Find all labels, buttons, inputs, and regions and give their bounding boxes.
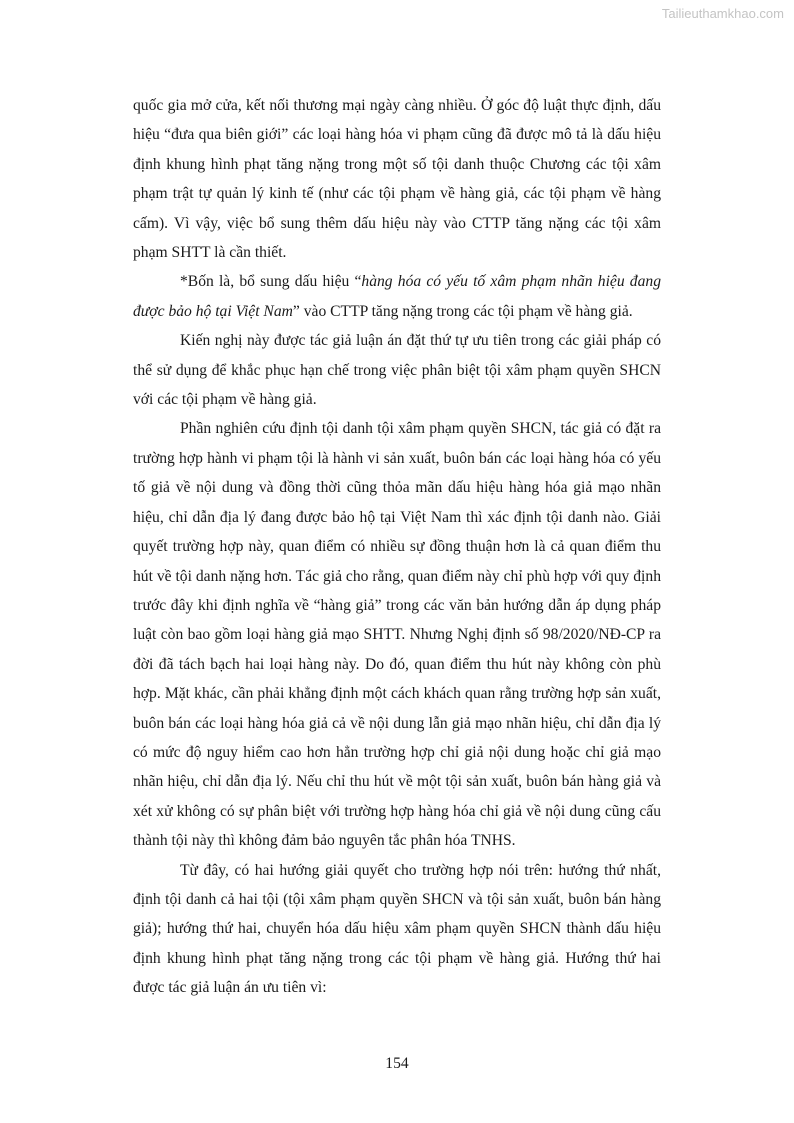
watermark: Tailieuthamkhao.com: [661, 6, 784, 21]
paragraph-2-tail: ” vào CTTP tăng nặng trong các tội phạm về hàng giả.: [292, 302, 633, 320]
paragraph-2: [133, 267, 661, 326]
paragraph-4: Phần nghiên cứu định tội danh tội xâm phạm quyền SHCN, tác giả có đặt ra trường hợp hành vi phạm tội là hành vi sản xuất, buôn bán các loại hàng hóa có yếu tố giả về nội dung và đồng thời cũng thỏa mãn dấu hiệu hàng hóa giả mạo nhãn hiệu, chỉ dẫn địa lý đang được bảo hộ tại Việt Nam thì xác định tội danh nào. Giải quyết trường hợp này, quan điểm có nhiều sự đồng thuận hơn là cả quan điểm thu hút về tội danh nặng hơn. Tác giả cho rằng, quan điểm này chỉ phù hợp với quy định trước đây khi định nghĩa về “hàng giả” trong các văn bản hướng dẫn áp dụng pháp luật còn bao gồm loại hàng giả mạo SHTT. Nhưng Nghị định số 98/2020/NĐ-CP ra đời đã tách bạch hai loại hàng này. Do đó, quan điểm thu hút này không còn phù hợp. Mặt khác, cần phải khẳng định một cách khách quan rằng trường hợp sản xuất, buôn bán các loại hàng hóa giả cả về nội dung lẫn giả mạo nhãn hiệu, chỉ dẫn địa lý có mức độ nguy hiểm cao hơn hẳn trường hợp chỉ giả nội dung hoặc chỉ giả mạo nhãn hiệu, chỉ dẫn địa lý. Nếu chỉ thu hút về một tội sản xuất, buôn bán hàng giả và xét xử không có sự phân biệt với trường hợp hàng hóa chỉ giả về nội dung cũng cấu thành tội này thì không đảm bảo nguyên tắc phân hóa TNHS.: [133, 420, 661, 850]
paragraph-2-italic: hàng hóa có yếu tố xâm phạm nhãn hiệu đang được bảo hộ tại Việt Nam: [133, 273, 661, 320]
paragraph-3: Kiến nghị này được tác giả luận án đặt thứ tự ưu tiên trong các giải pháp có thể sử dụng để khắc phục hạn chế trong việc phân biệt tội xâm phạm quyền SHCN với các tội phạm về hàng giả.: [133, 332, 661, 409]
document-body: [133, 91, 661, 1003]
paragraph-2-lead: *Bốn là, bổ sung dấu hiệu “: [180, 273, 362, 291]
page-number: 154: [385, 1055, 409, 1072]
paragraph-1: quốc gia mở cửa, kết nối thương mại ngày càng nhiều. Ở góc độ luật thực định, dấu hiệu “đưa qua biên giới” các loại hàng hóa vi phạm cũng đã được mô tả là dấu hiệu định khung hình phạt tăng nặng trong một số tội danh thuộc Chương các tội xâm phạm trật tự quản lý kinh tế (như các tội phạm về hàng giả, các tội phạm về hàng cấm). Vì vậy, việc bổ sung thêm dấu hiệu này vào CTTP tăng nặng các tội xâm phạm SHTT là cần thiết.: [133, 97, 661, 262]
paragraph-5: Từ đây, có hai hướng giải quyết cho trường hợp nói trên: hướng thứ nhất, định tội danh cả hai tội (tội xâm phạm quyền SHCN và tội sản xuất, buôn bán hàng giả); hướng thứ hai, chuyển hóa dấu hiệu xâm phạm quyền SHCN thành dấu hiệu định khung hình phạt tăng nặng trong các tội phạm về hàng giả. Hướng thứ hai được tác giả luận án ưu tiên vì:: [133, 861, 661, 997]
